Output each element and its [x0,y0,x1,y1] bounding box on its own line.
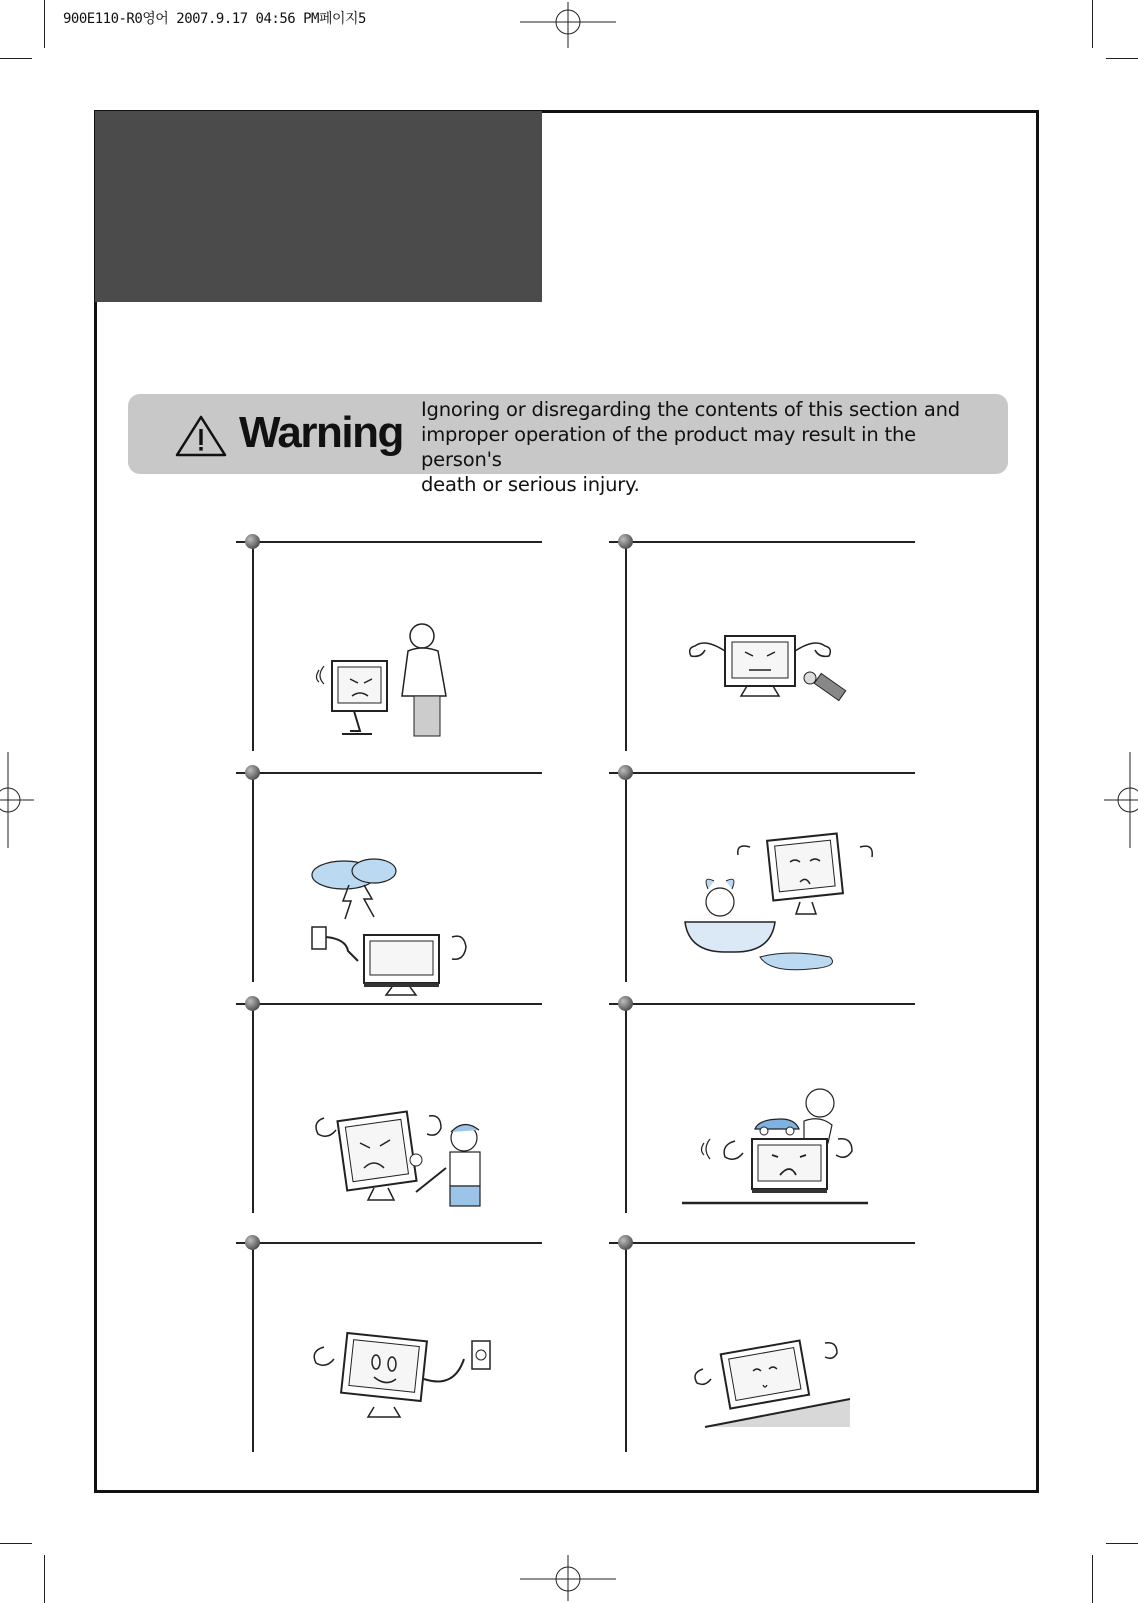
monitor-on-slope-icon [685,1327,865,1437]
crop-mark [1092,1555,1093,1603]
safety-item-card [242,541,542,751]
monitor-with-spray-icon [675,616,855,716]
warning-text-line: improper operation of the product may result in the person's [421,423,916,471]
safety-item-card [242,1242,542,1452]
bullet-dot [245,1235,260,1250]
warning-text [421,397,1001,497]
safety-item-card [615,1242,915,1452]
monitor-with-child-tool-icon [304,1108,504,1238]
crop-mark [0,58,32,59]
crop-mark [44,1555,45,1603]
crop-mark [0,1543,32,1544]
registration-mark-icon [520,0,616,50]
safety-item-card [615,541,915,751]
crop-mark [1106,1543,1138,1544]
bullet-dot [618,996,633,1011]
bullet-dot [245,534,260,549]
bullet-dot [245,996,260,1011]
warning-text-line: death or serious injury. [421,473,640,496]
registration-mark-icon [520,1553,616,1603]
bullet-dot [245,765,260,780]
warning-triangle-icon [174,414,228,458]
registration-mark-icon [1104,752,1138,848]
print-header: 900E110-R0영어 2007.9.17 04:56 PM페이지5 [63,11,366,27]
safety-item-card [615,1003,915,1213]
crop-mark [44,0,45,48]
monitor-with-woman-icon [302,616,462,746]
monitor-with-child-on-top-icon [680,1081,870,1221]
bullet-dot [618,765,633,780]
monitor-in-thunderstorm-icon [304,857,494,997]
monitor-near-bathtub-icon [670,817,880,977]
warning-text-line: Ignoring or disregarding the contents of this section and [421,398,960,421]
bullet-dot [618,534,633,549]
warning-title: Warning [239,408,403,457]
registration-mark-icon [0,752,34,848]
safety-item-card [242,1003,542,1213]
safety-item-card [242,772,542,982]
safety-item-card [615,772,915,982]
crop-mark [1106,58,1138,59]
title-block [95,111,542,302]
bullet-dot [618,1235,633,1250]
crop-mark [1092,0,1093,48]
monitor-plug-icon [304,1327,504,1437]
